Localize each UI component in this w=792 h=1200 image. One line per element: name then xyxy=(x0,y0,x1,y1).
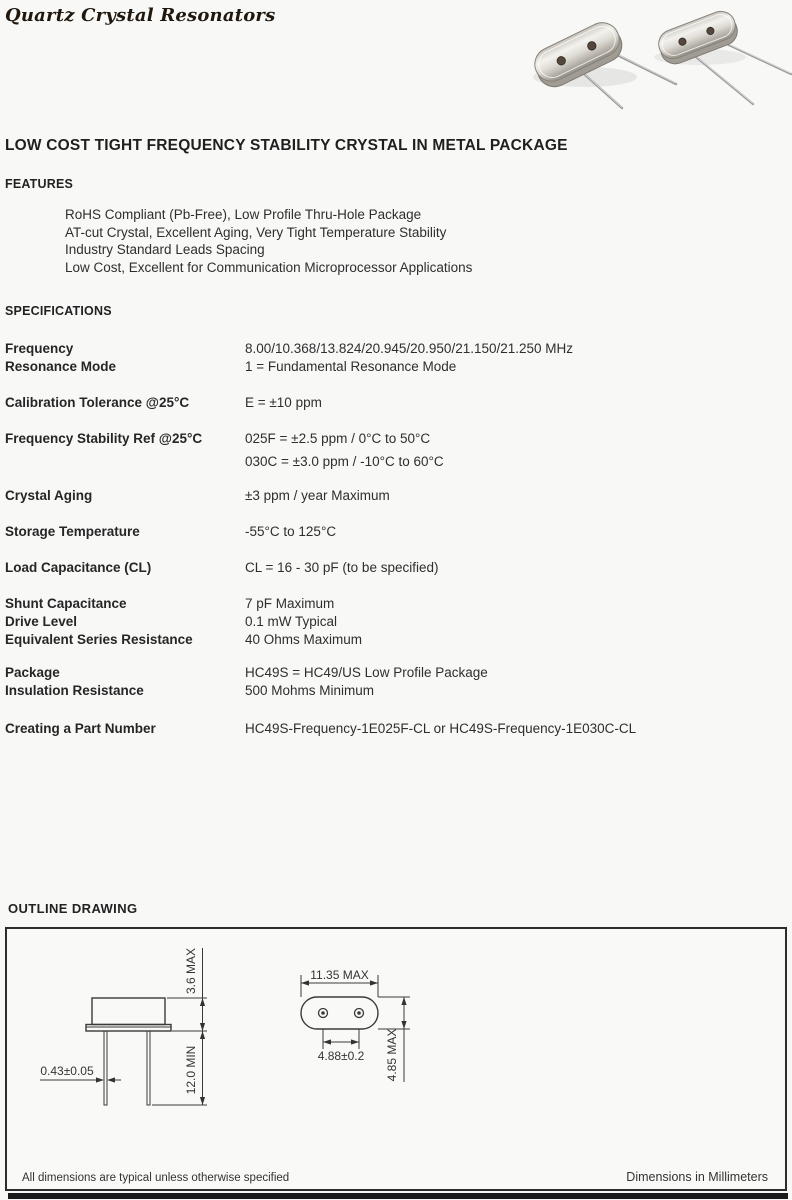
side-view-lead-diameter-label: 0.43±0.05 xyxy=(40,1064,94,1078)
spec-row xyxy=(0,430,792,448)
spec-value: ±3 ppm / year Maximum xyxy=(245,488,390,503)
spec-label: Resonance Mode xyxy=(5,359,117,374)
spec-label: Storage Temperature xyxy=(5,524,140,539)
spec-value: 8.00/10.368/13.824/20.945/20.950/21.150/21.250 MHz xyxy=(245,341,574,356)
spec-label: Crystal Aging xyxy=(5,488,93,503)
spec-value: 025F = ±2.5 ppm / 0°C to 50°C xyxy=(245,431,431,446)
spec-value: 0.1 mW Typical xyxy=(245,614,338,629)
spec-label: Drive Level xyxy=(5,614,78,629)
footnote-units: Dimensions in Millimeters xyxy=(626,1170,768,1184)
top-view-width-label: 11.35 MAX xyxy=(310,968,369,982)
spec-row xyxy=(0,340,792,358)
spec-label: Frequency Stability Ref @25°C xyxy=(5,431,203,446)
page-bottom-bar xyxy=(8,1193,788,1199)
top-view-depth-label: 4.85 MAX xyxy=(385,1028,399,1082)
headline: LOW COST TIGHT FREQUENCY STABILITY CRYSTAL IN METAL PACKAGE xyxy=(5,137,568,154)
spec-value: 030C = ±3.0 ppm / -10°C to 60°C xyxy=(245,454,444,469)
spec-label: Equivalent Series Resistance xyxy=(5,632,193,647)
feature-item: Low Cost, Excellent for Communication Microprocessor Applications xyxy=(65,259,473,275)
features-heading: FEATURES xyxy=(5,177,74,191)
feature-item: AT-cut Crystal, Excellent Aging, Very Tight Temperature Stability xyxy=(65,224,447,240)
spec-value: HC49S = HC49/US Low Profile Package xyxy=(245,665,488,680)
spec-row xyxy=(0,631,792,649)
side-view-body xyxy=(92,998,165,1025)
spec-value: CL = 16 - 30 pF (to be specified) xyxy=(245,560,439,575)
footnote-dimensions-typical: All dimensions are typical unless otherwise specified xyxy=(22,1172,290,1184)
outline-drawing-heading: OUTLINE DRAWING xyxy=(8,901,138,916)
page-title: Quartz Crystal Resonators xyxy=(5,5,276,26)
spec-value: 40 Ohms Maximum xyxy=(245,632,363,647)
features-list xyxy=(65,206,472,276)
side-view-lead-length-label: 12.0 MIN xyxy=(184,1045,198,1095)
spec-value: -55°C to 125°C xyxy=(245,524,337,539)
spec-label: Frequency xyxy=(5,341,74,356)
top-view-lead-spacing-label: 4.88±0.2 xyxy=(317,1049,365,1063)
spec-row xyxy=(0,523,792,541)
spec-row xyxy=(0,487,792,505)
spec-row xyxy=(0,664,792,682)
spec-row xyxy=(0,394,792,412)
specifications-heading: SPECIFICATIONS xyxy=(5,304,112,318)
spec-label: Package xyxy=(5,665,60,680)
spec-value: E = ±10 ppm xyxy=(245,395,322,410)
spec-value: 1 = Fundamental Resonance Mode xyxy=(245,359,457,374)
spec-label: Calibration Tolerance @25°C xyxy=(5,395,190,410)
spec-label: Creating a Part Number xyxy=(5,721,156,736)
side-view-height-label: 3.6 MAX xyxy=(184,947,198,995)
spec-value: 500 Mohms Minimum xyxy=(245,683,375,698)
top-view-body xyxy=(301,997,378,1029)
spec-value: HC49S-Frequency-1E025F-CL or HC49S-Frequency-1E030C-CL xyxy=(245,721,637,736)
spec-row xyxy=(0,682,792,700)
spec-row xyxy=(0,358,792,376)
product-photo-crystals xyxy=(500,5,792,120)
feature-item: Industry Standard Leads Spacing xyxy=(65,242,265,257)
spec-row xyxy=(0,453,792,471)
spec-row xyxy=(0,613,792,631)
outline-drawing xyxy=(5,927,787,1191)
spec-row xyxy=(0,720,792,738)
feature-item: RoHS Compliant (Pb-Free), Low Profile Thru-Hole Package xyxy=(65,207,422,222)
side-view-lead-right xyxy=(147,1031,150,1105)
spec-row xyxy=(0,559,792,577)
spec-label: Insulation Resistance xyxy=(5,683,144,698)
spec-row xyxy=(0,595,792,613)
spec-label: Load Capacitance (CL) xyxy=(5,560,152,575)
side-view-lead-left xyxy=(104,1031,107,1105)
spec-label: Shunt Capacitance xyxy=(5,596,127,611)
side-view-flange xyxy=(86,1025,171,1032)
spec-value: 7 pF Maximum xyxy=(245,596,335,611)
